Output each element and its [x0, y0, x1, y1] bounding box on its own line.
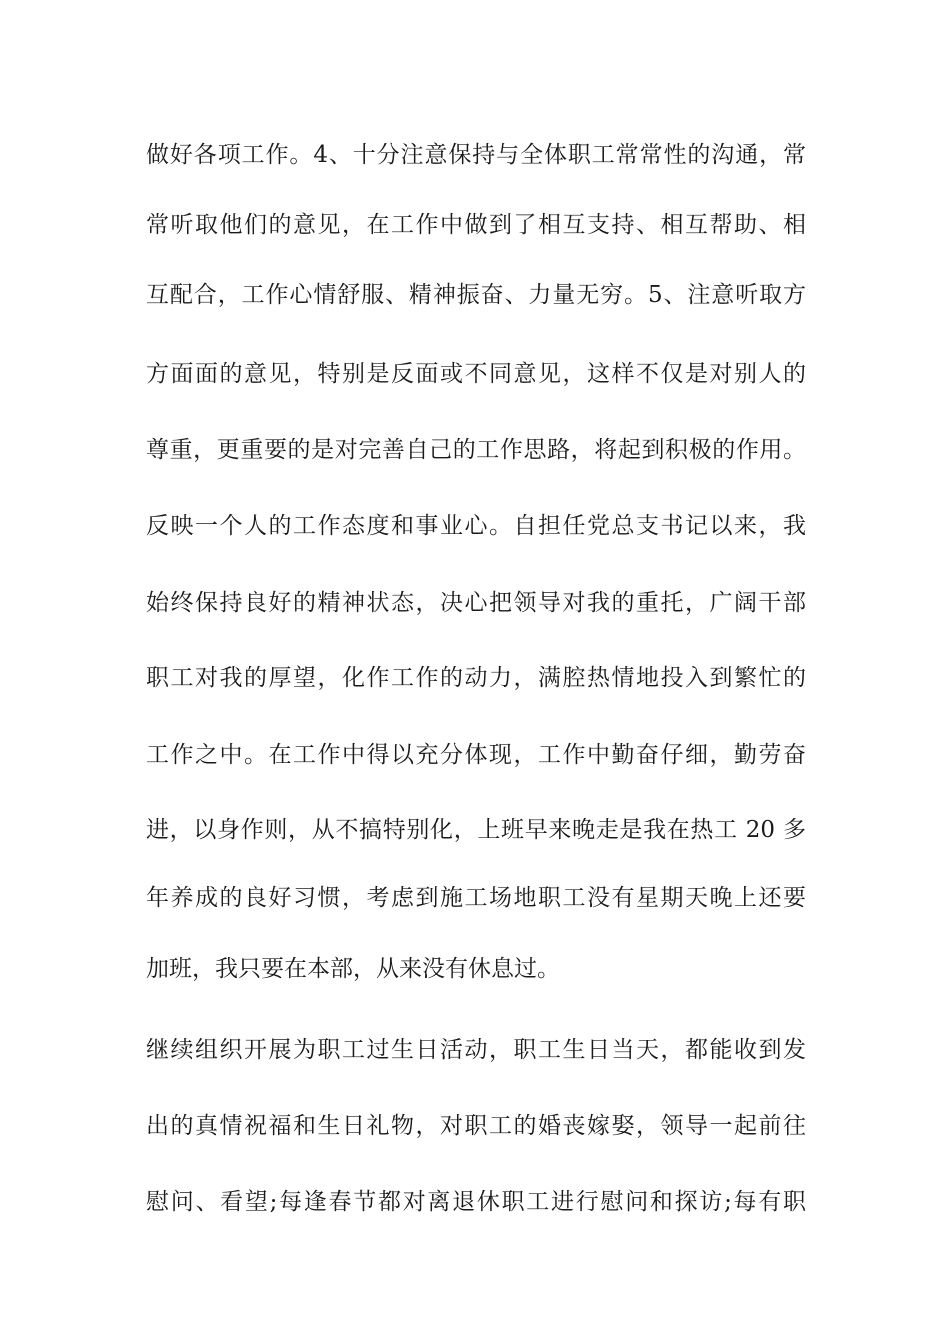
text-line: 做好各项工作。4、十分注意保持与全体职工常常性的沟通，常 [146, 142, 806, 168]
text-line: 工作之中。在工作中得以充分体现，工作中勤奋仔细，勤劳奋 [146, 742, 806, 768]
text-line: 常听取他们的意见，在工作中做到了相互支持、相互帮助、相 [146, 212, 806, 238]
text-line: 反映一个人的工作态度和事业心。自担任党总支书记以来，我 [146, 513, 806, 539]
text-line: 职工对我的厚望，化作工作的动力，满腔热情地投入到繁忙的 [146, 665, 806, 691]
text-line: 出的真情祝福和生日礼物，对职工的婚丧嫁娶，领导一起前往 [146, 1113, 806, 1139]
text-line: 慰问、看望;每逢春节都对离退休职工进行慰问和探访;每有职 [146, 1189, 806, 1215]
text-line: 始终保持良好的精神状态，决心把领导对我的重托，广阔干部 [146, 590, 806, 616]
text-line: 继续组织开展为职工过生日活动，职工生日当天，都能收到发 [146, 1037, 806, 1063]
text-line: 年养成的良好习惯，考虑到施工场地职工没有星期天晚上还要 [146, 885, 806, 911]
text-line: 尊重，更重要的是对完善自己的工作思路，将起到积极的作用。 [146, 437, 806, 463]
text-line: 互配合，工作心情舒服、精神振奋、力量无穷。5、注意听取方 [146, 282, 806, 308]
text-line: 加班，我只要在本部，从来没有休息过。 [146, 956, 560, 982]
text-line: 方面面的意见，特别是反面或不同意见，这样不仅是对别人的 [146, 361, 806, 387]
text-line: 进，以身作则，从不搞特别化，上班早来晚走是我在热工 20 多 [146, 817, 806, 843]
